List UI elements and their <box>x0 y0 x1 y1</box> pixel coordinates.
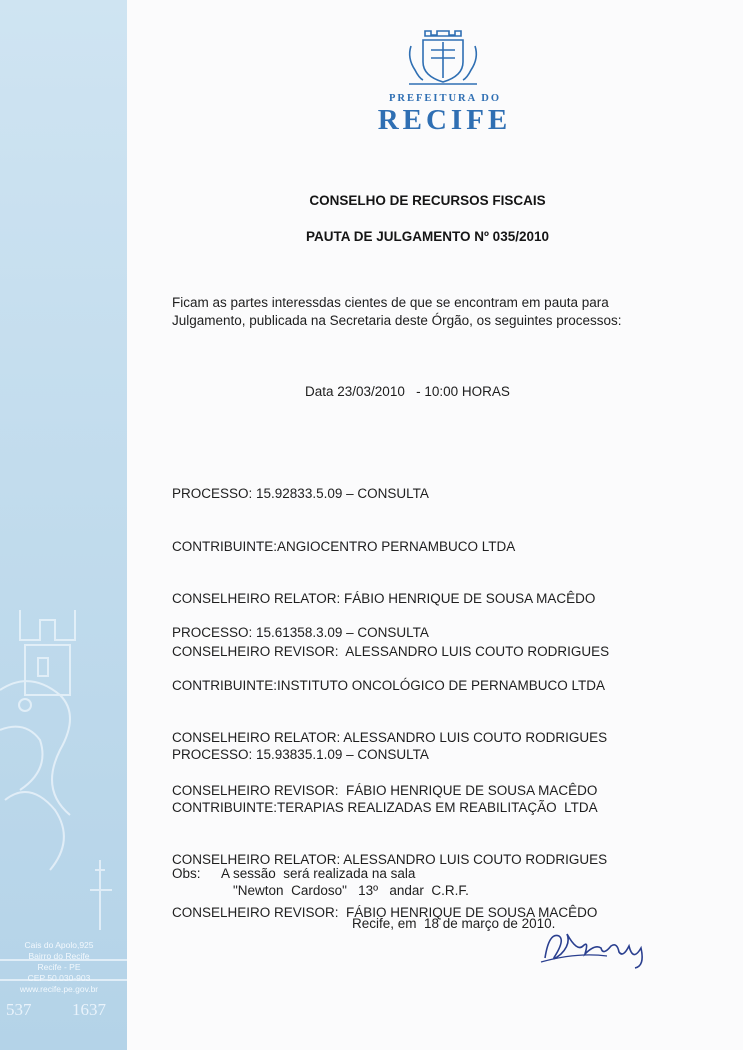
prefeitura-label: PREFEITURA DO <box>388 93 502 104</box>
reviewer: CONSELHEIRO REVISOR: ALESSANDRO LUIS COUTO RODRIGUES <box>172 643 610 659</box>
address-line: Recife - PE <box>37 962 81 972</box>
contributor: CONTRIBUINTE:INSTITUTO ONCOLÓGICO DE PERNAMBUCO LTDA <box>172 677 606 693</box>
footer-address <box>0 940 118 995</box>
year-right: 1637 <box>72 1000 106 1019</box>
city-coat-of-arms-icon <box>403 28 483 88</box>
handwritten-signature <box>537 922 657 972</box>
rapporteur: CONSELHEIRO RELATOR: ALESSANDRO LUIS COUTO RODRIGUES <box>172 852 608 867</box>
year-left: 537 <box>6 1000 32 1019</box>
reviewer: CONSELHEIRO REVISOR: FÁBIO HENRIQUE DE SOUSA MACÊDO <box>172 904 598 920</box>
session-date: Data 23/03/2010 - 10:00 HORAS <box>305 384 510 399</box>
council-heading: CONSELHO DE RECURSOS FISCAIS <box>309 193 546 208</box>
reviewer: CONSELHEIRO REVISOR: FÁBIO HENRIQUE DE SOUSA MACÊDO <box>172 782 598 798</box>
process-number: PROCESSO: 15.92833.5.09 – CONSULTA <box>172 486 429 501</box>
intro-line: Ficam as partes interessdas cientes de que se encontram em pauta para <box>172 295 609 310</box>
document-title: PAUTA DE JULGAMENTO Nº 035/2010 <box>306 229 549 244</box>
place-and-date: Recife, em 18 de março de 2010. <box>352 916 556 931</box>
address-line: Bairro do Recife <box>28 951 90 961</box>
obs-label: Obs: <box>172 866 201 881</box>
address-line: CEP 50.030-903 <box>27 973 91 983</box>
sidebar-watermark <box>0 0 127 1050</box>
rapporteur: CONSELHEIRO RELATOR: ALESSANDRO LUIS COUTO RODRIGUES <box>172 730 608 745</box>
process-number: PROCESSO: 15.93835.1.09 – CONSULTA <box>172 747 429 762</box>
intro-line: Julgamento, publicada na Secretaria deste Órgão, os seguintes processos: <box>172 313 622 328</box>
contributor: CONTRIBUINTE:TERAPIAS REALIZADAS EM REABILITAÇÃO LTDA <box>172 799 598 815</box>
website-line: www.recife.pe.gov.br <box>19 984 99 994</box>
obs-line: A sessão será realizada na sala <box>221 866 416 881</box>
contributor: CONTRIBUINTE:ANGIOCENTRO PERNAMBUCO LTDA <box>172 538 516 554</box>
process-block <box>172 711 607 939</box>
rapporteur: CONSELHEIRO RELATOR: FÁBIO HENRIQUE DE SOUSA MACÊDO <box>172 591 596 606</box>
process-number: PROCESSO: 15.61358.3.09 – CONSULTA <box>172 625 429 640</box>
obs-line: "Newton Cardoso" 13º andar C.R.F. <box>233 883 469 898</box>
city-name: RECIFE <box>377 104 512 136</box>
address-line: Cais do Apolo,925 <box>24 940 94 950</box>
